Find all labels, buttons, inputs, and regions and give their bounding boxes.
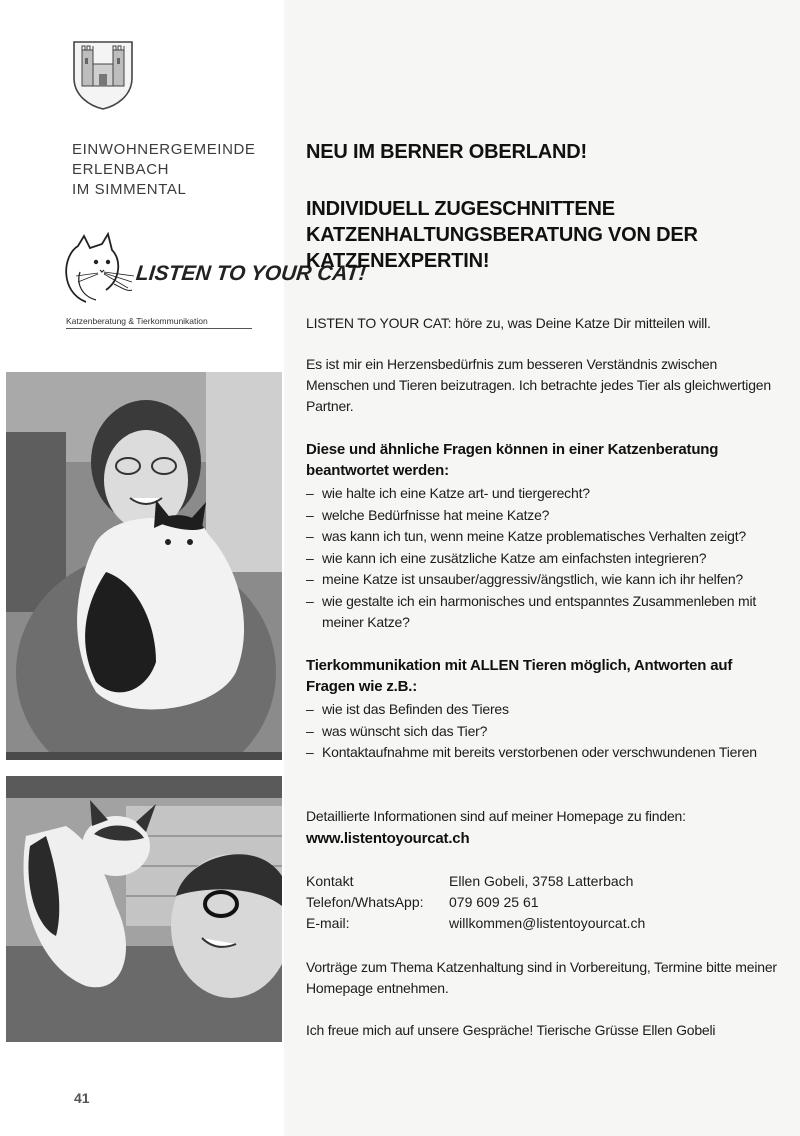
coat-of-arms-icon [72,40,134,110]
list-item: – welche Bedürfnisse hat meine Katze? [306,505,782,527]
photo-cat-and-woman-image [6,776,282,1042]
photo-cat-and-woman [6,776,282,1042]
phone-number[interactable]: 079 609 25 61 [449,894,539,910]
page-number: 41 [74,1090,90,1106]
list-item: – meine Katze ist unsauber/aggressiv/ängstlich, wie kann ich ihr helfen? [306,569,782,591]
contact-label: Telefon/WhatsApp: [306,894,424,910]
list-item: – Kontaktaufnahme mit bereits verstorbenen oder verschwundenen Tieren [306,742,782,764]
list-item: – wie halte ich eine Katze art- und tiergerecht? [306,483,782,505]
section-communication-title: Tierkommunikation mit ALLEN Tieren möglich, Antworten auf Fragen wie z.B.: [306,657,733,695]
list-item: – wie kann ich eine zusätzliche Katze am einfachsten integrieren? [306,548,782,570]
consultation-questions-list [306,483,782,634]
municipality-line-1: EINWOHNERGEMEINDE [72,141,256,158]
list-item: – wie gestalte ich ein harmonisches und entspanntes Zusammenleben mit meiner Katze? [306,591,782,634]
contact-label: Kontakt [306,873,354,889]
intro-text: LISTEN TO YOUR CAT: höre zu, was Deine Katze Dir mitteilen will. [306,315,711,331]
closing-text: Ich freue mich auf unsere Gespräche! Tierische Grüsse Ellen Gobeli [306,1022,716,1038]
photo-woman-holding-cat [6,372,282,760]
homepage-text: Detaillierte Informationen sind auf meiner Homepage zu finden: [306,808,686,824]
list-item: – wie ist das Befinden des Tieres [306,699,782,721]
communication-questions-list [306,699,782,764]
intro-paragraph: Es ist mir ein Herzensbedürfnis zum besseren Verständnis zwischen Menschen und Tieren beizutragen. Ich betrachte jedes Tier als gleichwertigen Partner. [306,356,771,414]
list-item: – was kann ich tun, wenn meine Katze problematisches Verhalten zeigt? [306,526,782,548]
contact-value: Ellen Gobeli, 3758 Latterbach [449,873,634,889]
photo-woman-holding-cat-image [6,372,282,760]
municipality-line-3: IM SIMMENTAL [72,181,187,198]
list-item: – was wünscht sich das Tier? [306,721,782,743]
logo-text: LISTEN TO YOUR CAT! [134,262,368,285]
municipality-name [72,140,282,200]
logo-subtitle: Katzenberatung & Tierkommunikation [66,316,252,329]
email-link[interactable]: willkommen@listentoyourcat.ch [449,915,646,931]
heading-secondary: INDIVIDUELL ZUGESCHNITTENE KATZENHALTUNGSBERATUNG VON DER KATZENEXPERTIN! [306,198,698,272]
municipality-line-2: ERLENBACH [72,161,170,178]
heading-primary: NEU IM BERNER OBERLAND! [306,141,587,163]
talks-notice: Vorträge zum Thema Katzenhaltung sind in Vorbereitung, Termine bitte meiner Homepage entnehmen. [306,959,777,996]
homepage-link[interactable]: www.listentoyourcat.ch [306,830,470,847]
contact-label: E-mail: [306,915,350,931]
section-consultation-title: Diese und ähnliche Fragen können in einer Katzenberatung beantwortet werden: [306,441,719,479]
